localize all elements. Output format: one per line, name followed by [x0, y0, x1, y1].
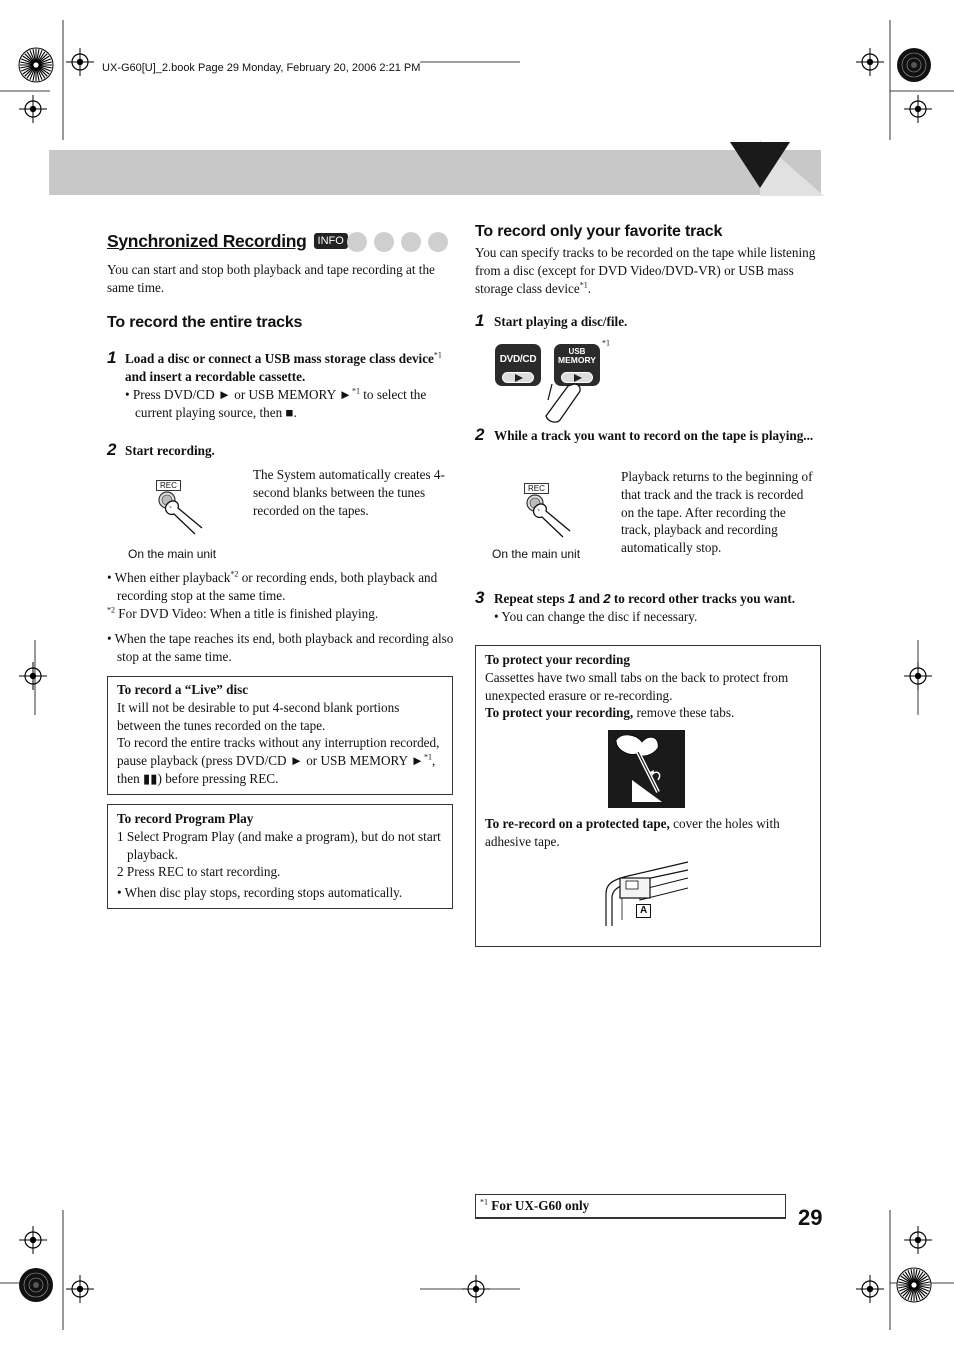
- live-disc-box: [107, 676, 453, 795]
- button-sup: [602, 338, 610, 356]
- footnote-text: [480, 1198, 589, 1213]
- play-icon: [502, 372, 534, 383]
- protect-box-p2-bold: To protect your recording,: [485, 705, 634, 721]
- protect-box-title: To protect your recording: [485, 652, 630, 667]
- step-2-description: The System automatically creates 4-second blanks between the tunes recorded on the tapes.: [253, 467, 445, 518]
- rec-label: REC: [156, 480, 181, 491]
- program-box-item-2: 2 Press REC to start recording.: [117, 864, 281, 880]
- step-1-number: 1: [107, 348, 117, 367]
- protect-box-p3-bold: To re-record on a protected tape,: [485, 816, 670, 831]
- step-1-bullet-a: • Press DVD/CD ► or USB MEMORY ►: [125, 387, 352, 402]
- note-2: [107, 605, 452, 623]
- program-box-item-3: • When disc play stops, recording stops automatically.: [117, 885, 403, 901]
- footnote-sup: *1: [480, 1197, 488, 1207]
- r-step-3-n2: 2: [603, 591, 611, 606]
- step-1-bullet-sup: *1: [351, 386, 360, 396]
- r-main-unit-caption: On the main unit: [492, 547, 581, 561]
- header-band: [49, 150, 821, 195]
- protect-box-p2: [485, 704, 811, 722]
- usb-label: USB: [568, 347, 586, 356]
- section-title: [107, 228, 348, 254]
- step-1-text-b: and insert a recordable cassette.: [125, 368, 306, 384]
- r-rec-button-illustration: [518, 481, 578, 541]
- r-rec-label: REC: [524, 483, 549, 494]
- favorite-intro-b: .: [587, 280, 592, 296]
- live-box-p2-a: To record the entire tracks without any interruption recorded, pause playback (press DVD/CD ► or USB MEMORY ►: [117, 735, 440, 769]
- cassette-tape-illustration: [600, 860, 692, 930]
- favorite-track-heading: To record only your favorite track: [475, 223, 723, 240]
- r-step-3-b: and: [575, 591, 604, 606]
- page-title: Synchronized Recording: [107, 230, 307, 251]
- rec-button-illustration: [150, 478, 210, 538]
- footnote-box: [475, 1194, 786, 1219]
- note-1-a: • When either playback: [107, 570, 231, 585]
- info-badge: INFO: [314, 233, 348, 249]
- r-step-3-c: to record other tracks you want.: [610, 591, 796, 606]
- step-1-text-a: Load a disc or connect a USB mass storage class device: [125, 351, 434, 366]
- dvd-cd-label: DVD/CD: [499, 354, 537, 365]
- r-rec-button-hand-icon: [518, 481, 578, 541]
- live-box-p2-sup: *1: [423, 752, 432, 762]
- program-box-item-1: 1 Select Program Play (and make a program), but do not start playback.: [117, 828, 441, 862]
- header-triangle-icon: [728, 140, 824, 196]
- step-1-text: [125, 350, 445, 386]
- favorite-intro-sup: *1: [579, 280, 588, 290]
- program-play-box: [107, 804, 453, 909]
- pressing-finger-icon: [540, 378, 586, 424]
- step-1-sup: *1: [433, 350, 442, 360]
- protect-box-p3: [485, 815, 811, 851]
- button-sup-text: *1: [602, 338, 610, 348]
- file-info: UX-G60[U]_2.book Page 29 Monday, February 20, 2006 2:21 PM: [102, 62, 421, 74]
- main-unit-caption: On the main unit: [128, 547, 217, 561]
- live-box-p1: It will not be desirable to put 4-second blank portions between the tunes recorded on the tape.: [117, 699, 400, 733]
- favorite-intro-a: You can specify tracks to be recorded on the tape while listening from a disc (except for DVD Video/DVD-VR) or USB mass storage class device: [475, 245, 816, 296]
- r-step-3-a: Repeat steps: [494, 591, 568, 606]
- step-1-bullet: [125, 386, 462, 422]
- protect-box-p2-rest: remove these tabs.: [633, 705, 735, 721]
- cassette-figure-label: A: [636, 904, 651, 918]
- r-step-3-bullet: • You can change the disc if necessary.: [494, 609, 698, 624]
- live-box-title: To record a “Live” disc: [117, 682, 249, 697]
- entire-tracks-heading: To record the entire tracks: [107, 314, 303, 331]
- title-dots: [346, 231, 452, 253]
- r-step-2-number: 2: [475, 425, 485, 444]
- live-box-p2-b: , then ▮▮) before pressing REC.: [117, 753, 436, 786]
- step-2-number: 2: [107, 440, 117, 459]
- note-2-sup: *2: [107, 605, 115, 615]
- footnote-note: For UX-G60 only: [488, 1198, 590, 1213]
- r-step-3-text: [494, 590, 824, 608]
- r-step-1-text: Start playing a disc/file.: [494, 314, 628, 329]
- note-2-text: For DVD Video: When a title is finished playing.: [115, 606, 379, 621]
- favorite-intro: [475, 244, 821, 297]
- memory-label: MEMORY: [558, 355, 596, 365]
- step-2-text: Start recording.: [125, 443, 215, 458]
- protect-box-p3-rest: cover the holes with adhesive tape.: [485, 816, 780, 849]
- note-3: • When the tape reaches its end, both playback and recording also stop at the same time.: [107, 631, 454, 664]
- rec-button-hand-icon: [150, 478, 210, 538]
- step-1-bullet-b: to select the current playing source, then ■.: [135, 387, 427, 420]
- live-box-p2: [117, 734, 443, 787]
- note-1-sup: *2: [230, 569, 239, 579]
- page-number: 29: [798, 1205, 823, 1230]
- note-1-b: or recording ends, both playback and recording stop at the same time.: [117, 570, 438, 603]
- r-step-1-number: 1: [475, 311, 485, 330]
- intro-text: You can start and stop both playback and tape recording at the same time.: [107, 262, 435, 295]
- note-1: [107, 569, 462, 605]
- r-step-3-n1: 1: [568, 591, 576, 606]
- remove-tab-illustration: [608, 730, 685, 808]
- r-step-3-number: 3: [475, 588, 485, 607]
- r-step-2-text: While a track you want to record on the tape is playing...: [494, 428, 814, 443]
- r-step-2-description: Playback returns to the beginning of that track and the track is recorded on the tape. After recording the track, playback and recording automatically stop.: [621, 469, 813, 556]
- dvd-cd-button[interactable]: [495, 344, 541, 386]
- program-box-title: To record Program Play: [117, 811, 254, 826]
- protect-box-p1: Cassettes have two small tabs on the back to protect from unexpected erasure or re-recording.: [485, 669, 789, 703]
